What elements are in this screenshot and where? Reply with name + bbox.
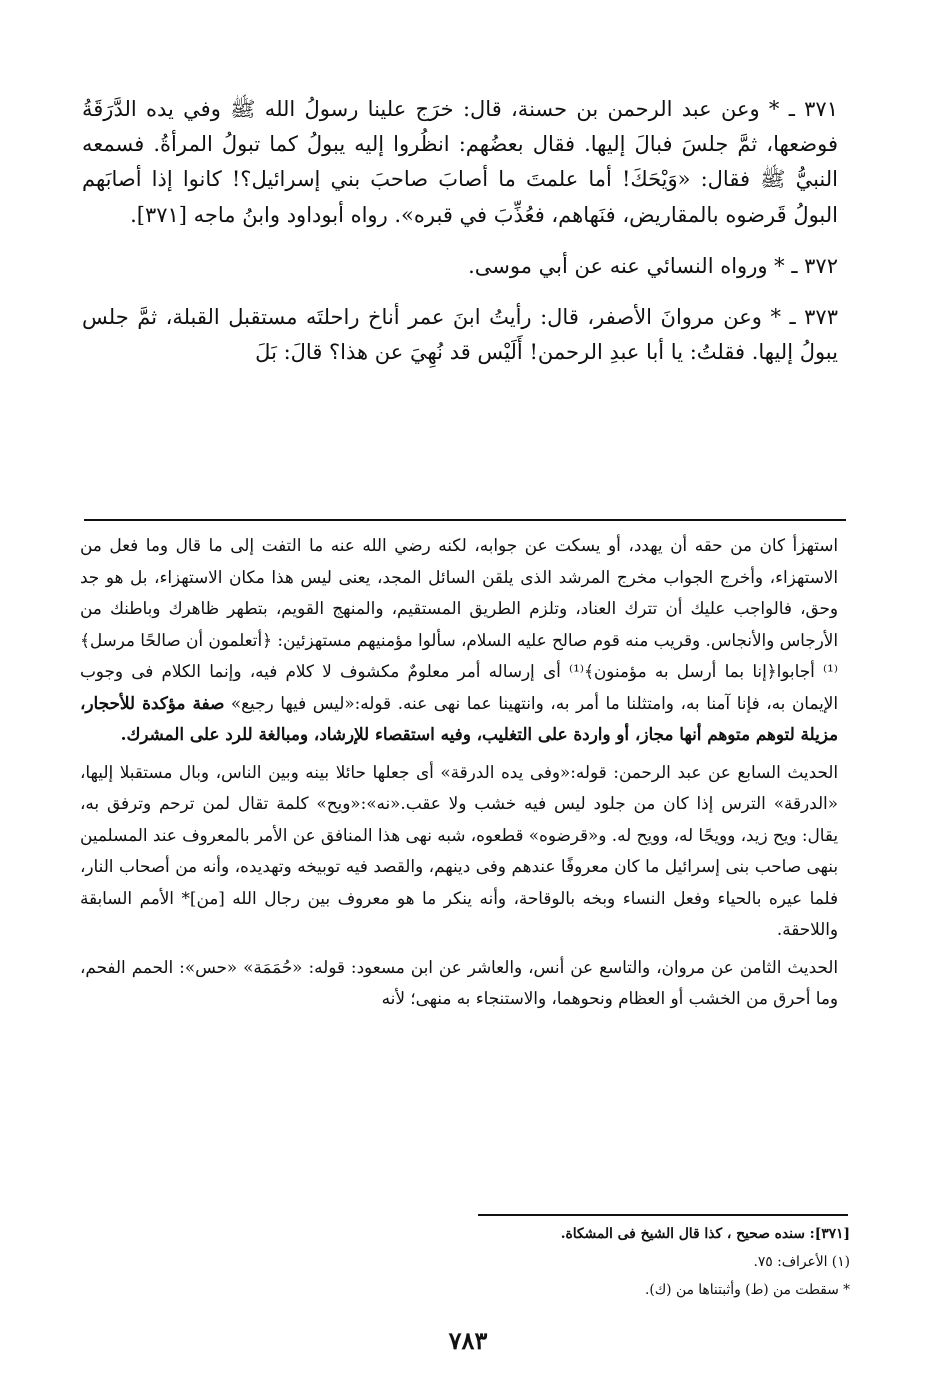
hadith-text-block	[82, 92, 838, 386]
commentary-paragraph-1-bold-text: صفة مؤكدة للأحجار، مزيلة لتوهم متوهم أنها مجاز، أو واردة على التغليب، وفيه استقصاء للإرشاد، ومبالغة للرد على المشرك.	[80, 692, 838, 744]
hadith-371: ٣٧١ ـ * وعن عبد الرحمن بن حسنة، قال: خرَج علينا رسولُ الله ﷺ وفي يده الدَّرَقَةُ فوضعها، ثمَّ جلسَ فبالَ إليها. فقال بعضُهم: انظُروا إليه يبولُ كما تبولُ المرأةُ. فسمعه النبيُّ ﷺ فقال: «وَيْحَكَ! أما علمتَ ما أصابَ صاحبَ بني إسرائيل؟! كانوا إذا أصابَهم البولُ قَرضوه بالمقاريض، فنَهاهم، فعُذِّبَ في قبره». رواه أبوداود وابنُ ماجه [٣٧١].	[82, 97, 838, 227]
commentary-paragraph-2: الحديث السابع عن عبد الرحمن: قوله:«وفى يده الدرقة» أى جعلها حائلا بينه وبين الناس، وبال مستقبلا إليها، «الدرقة» الترس إذا كان من جلود ليس فيه خشب ولا عقب.«نه»:«ويح» كلمة تقال لمن ترحم وترفق به، يقال: ويح زيد، وويحًا له، وويح له. و«قرضوه» قطعوه، شبه نهى هذا المنافق عن الأمر بالمعروف عند المسلمين بنهى صاحب بنى إسرائيل ما كان معروفًا عندهم وفى دينهم، والقصد فيه توبيخه وتهديده، وأنه من أصحاب النار، فلما عيره بالحياء وفعل النساء وبخه بالوقاحة، وأنه ينكر ما هو معروف بين رجال الله [من]* الأمم السابقة واللاحقة.	[80, 761, 838, 939]
footnote-1: (١) الأعراف: ٧٥.	[753, 1254, 850, 1270]
commentary-block	[80, 530, 838, 1021]
commentary-paragraph-1	[80, 530, 838, 751]
footnote-371: [٣٧١]: سنده صحيح ، كذا قال الشيخ فى المشكاة.	[560, 1226, 850, 1242]
commentary-paragraph-3: الحديث الثامن عن مروان، والتاسع عن أنس، والعاشر عن ابن مسعود: قوله: «حُمَمَة» «حس»: الحمم الفحم، وما أحرق من الخشب أو العظام ونحوهما، والاستنجاء به منهى؛ لأنه	[80, 956, 838, 1008]
commentary-paragraph-1-text: استهزأ كان من حقه أن يهدد، أو يسكت عن جوابه، لكنه رضي الله عنه ما التفت إلى ما قال وما فعل من الاستهزاء، وأخرج الجواب مخرج المرشد الذى يلقن السائل المجد، يعنى ليس هذا مكان الاستهزاء، بل هو جد وحق، فالواجب عليك أن تترك العناد، وتلزم الطريق المستقيم، والمنهج القويم، بتطهر ظاهرك وباطنك من الأرجاس والأنجاس. وقريب منه قوم صالح عليه السلام، سألوا مؤمنيهم مستهزئين: ﴿أتعلمون أن صالحًا مرسل﴾⁽¹⁾ أجابوا﴿إنا بما أرسل به مؤمنون﴾⁽¹⁾ أى إرساله أمر معلومٌ مكشوف لا كلام فيه، وإنما الكلام فى وجوب الإيمان به، فإنا آمنا به، وامتثلنا ما أمر به، وانتهينا عما نهى عنه. قوله:«ليس فيها رجيع»	[80, 535, 838, 713]
page-number: ٧٨٣	[448, 1326, 488, 1355]
commentary-divider	[84, 519, 846, 521]
hadith-373: ٣٧٣ ـ * وعن مروانَ الأصفر، قال: رأيتُ ابنَ عمر أناخ راحلتَه مستقبل القبلة، ثمَّ جلس يبولُ إليها. فقلتُ: يا أبا عبدِ الرحمن! أَلَيْس قد نُهِيَ عن هذا؟ قالَ: بَلَ	[82, 305, 838, 365]
hadith-372: ٣٧٢ ـ * ورواه النسائي عنه عن أبي موسى.	[468, 253, 838, 278]
footnote-asterisk: * سقطت من (ط) وأثبتناها من (ك).	[645, 1282, 850, 1298]
footnote-divider	[478, 1214, 848, 1216]
footnotes	[450, 1220, 850, 1304]
